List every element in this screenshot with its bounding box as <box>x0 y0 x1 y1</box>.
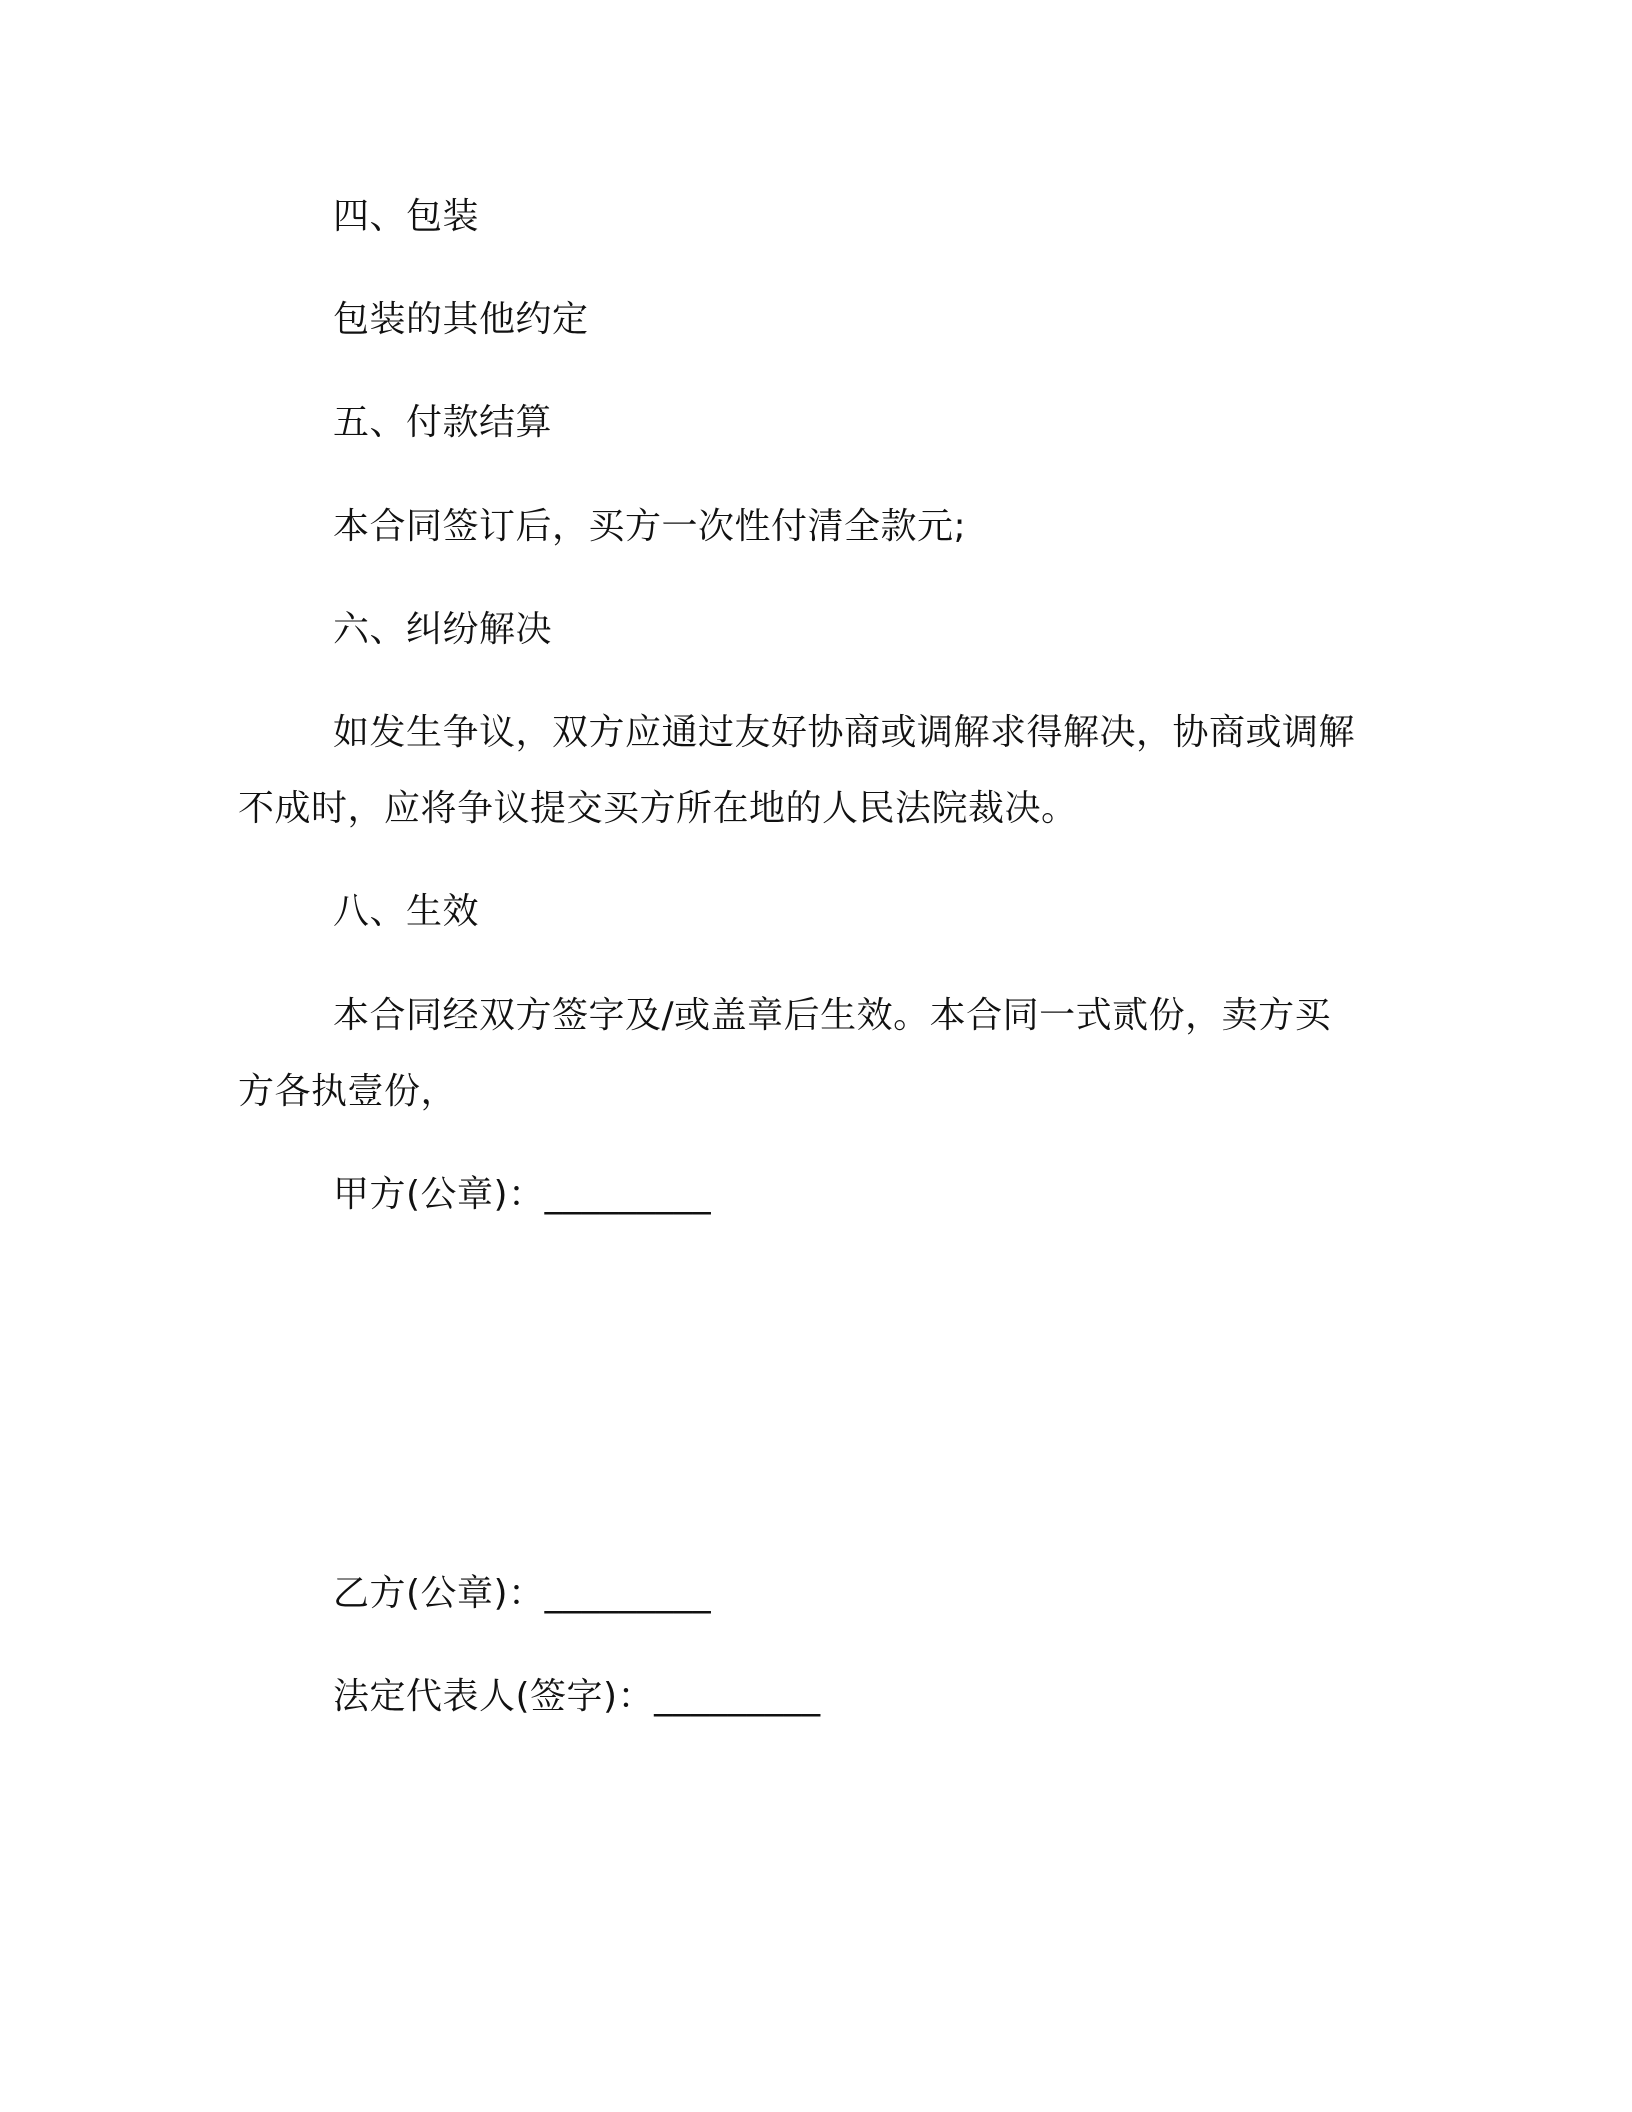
section4-heading: 四、包装 <box>333 196 480 237</box>
party-b-signature-line: 乙方(公章)：_________ <box>333 1573 712 1614</box>
section8-heading: 八、生效 <box>333 891 480 932</box>
section5-heading: 五、付款结算 <box>333 402 553 443</box>
section6-heading: 六、纠纷解决 <box>333 609 553 650</box>
section8-text-line1: 本合同经双方签字及/或盖章后生效。本合同一式贰份，卖方买 <box>333 995 1332 1036</box>
section4-text: 包装的其他约定 <box>333 299 589 340</box>
section8-text-line2: 方各执壹份， <box>238 1071 458 1112</box>
legal-representative-signature-line: 法定代表人(签字)：_________ <box>333 1676 821 1717</box>
party-a-signature-line: 甲方(公章)：_________ <box>333 1174 712 1215</box>
section6-text-line2: 不成时，应将争议提交买方所在地的人民法院裁决。 <box>238 788 1078 829</box>
section5-text: 本合同签订后，买方一次性付清全款元; <box>333 506 967 547</box>
section6-text-line1: 如发生争议，双方应通过友好协商或调解求得解决，协商或调解 <box>333 712 1356 753</box>
